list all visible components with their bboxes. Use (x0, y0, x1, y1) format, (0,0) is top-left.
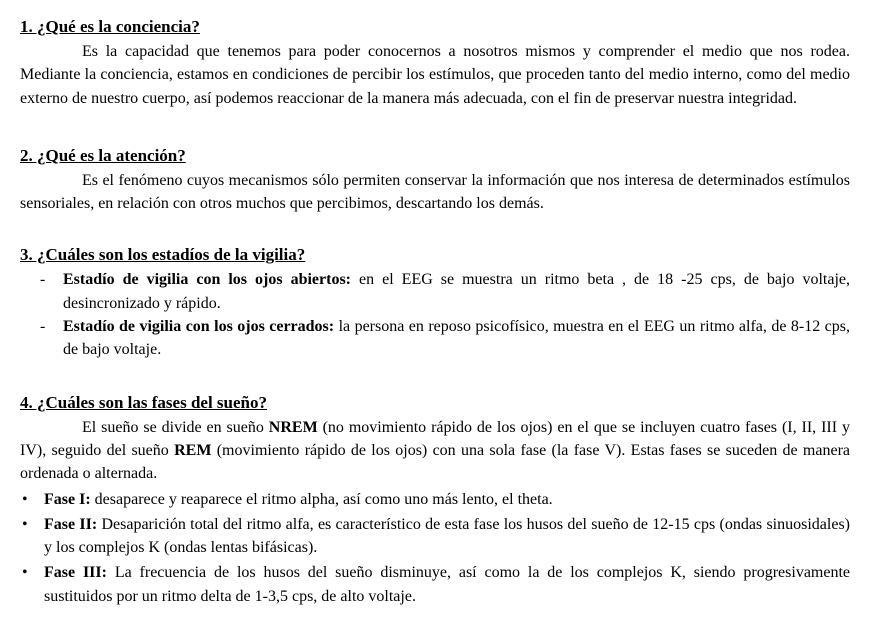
section-spacer (20, 215, 850, 242)
section-paragraph (20, 416, 850, 486)
list-item (20, 268, 850, 315)
dash-marker: - (40, 318, 46, 336)
section-paragraph: Es el fenómeno cuyos mecanismos sólo permiten conservar la información que nos interesa de determinados estímulos sensoriales, en relación con otros muchos que percibimos, descartando los demás. (20, 171, 850, 213)
section-title: 2. ¿Qué es la atención? (20, 145, 186, 165)
paragraph-text: (movimiento rápido de los ojos) con una sola fase (la fase V). Estas fases se suceden de manera ordenada o alternada. (20, 441, 851, 483)
item-text: la persona en reposo psicofísico, muestra en el EEG un ritmo alfa, de 8-12 cps, de bajo voltaje. (63, 318, 851, 359)
list-item (20, 488, 850, 511)
section-title: 1. ¿Qué es la conciencia? (20, 17, 200, 36)
bullet-marker: • (22, 564, 28, 582)
bullet-marker: • (22, 515, 28, 533)
fases-list (20, 488, 850, 608)
paragraph-text: El sueño se divide en sueño (82, 418, 269, 436)
list-item (20, 561, 850, 608)
item-term: Fase III: (44, 564, 107, 582)
item-term: Estadío de vigilia con los ojos abiertos: (63, 271, 352, 289)
document-page (20, 14, 850, 608)
section-fases-sueno (20, 390, 850, 608)
section-title: 4. ¿Cuáles son las fases del sueño? (20, 392, 268, 412)
section-conciencia (20, 14, 850, 110)
item-text: desaparece y reaparece el ritmo alpha, así como uno más lento, el theta. (90, 490, 553, 508)
bullet-marker: • (22, 490, 28, 508)
list-item (20, 513, 850, 560)
item-text: Desaparición total del ritmo alfa, es característico de esta fase los husos del sueño de 12-15 cps (ondas sinuosidales) y los complejos K (ondas lentas bifásicas). (44, 515, 850, 557)
rem-term: REM (174, 441, 212, 459)
section-title: 3. ¿Cuáles son los estadíos de la vigilia? (20, 245, 306, 265)
dash-marker: - (40, 271, 46, 289)
nrem-term: NREM (268, 418, 318, 436)
section-vigilia (20, 242, 850, 361)
section-spacer (20, 362, 850, 390)
paragraph-text: (no movimiento rápido de los ojos) en el que se incluyen cuatro fases (I, II, III y IV), seguido del sueño (20, 418, 851, 459)
section-paragraph: Es la capacidad que tenemos para poder conocernos a nosotros mismos y comprender el medio que nos rodea. Mediante la conciencia, estamos en condiciones de percibir los estímulos, que proceden tanto del medio interno, como del medio externo de nuestro cuerpo, así podemos reaccionar de la manera más adecuada, con el fin de preservar nuestra integridad. (20, 43, 850, 107)
item-text: en el EEG se muestra un ritmo beta , de 18 -25 cps, de bajo voltaje, desincronizado y rápido. (63, 271, 850, 312)
section-spacer (20, 110, 850, 143)
item-term: Fase II: (44, 515, 98, 533)
section-atencion (20, 143, 850, 216)
item-text: La frecuencia de los husos del sueño disminuye, así como la de los complejos K, siendo progresivamente sustituidos por un ritmo delta de 1-3,5 cps, de alto voltaje. (44, 564, 851, 605)
item-term: Estadío de vigilia con los ojos cerrados: (63, 318, 335, 336)
vigilia-list (20, 268, 850, 361)
item-term: Fase I: (44, 490, 91, 508)
list-item (20, 315, 850, 362)
